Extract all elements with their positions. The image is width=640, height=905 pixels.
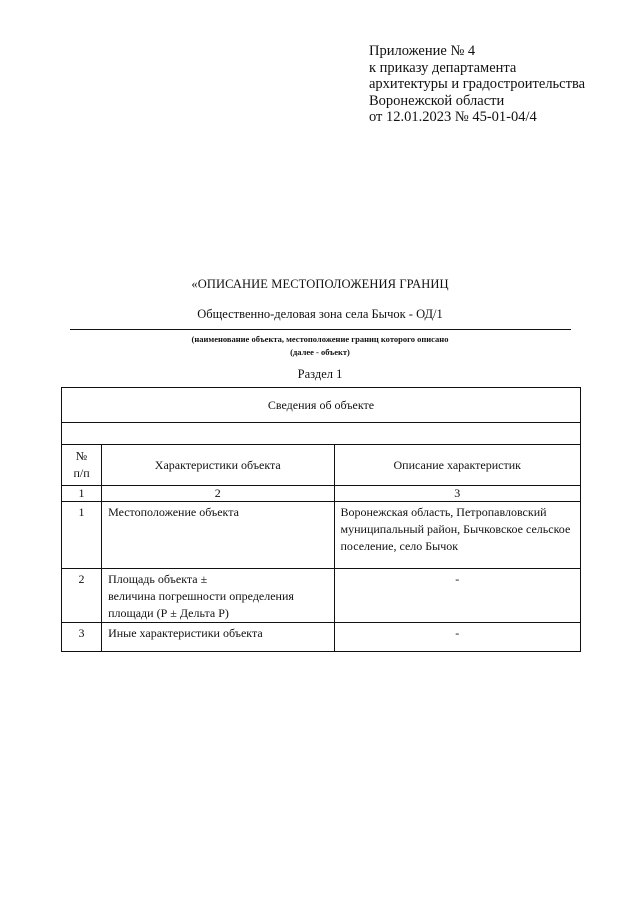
table-row: [62, 502, 581, 569]
column-number-row: [62, 486, 581, 502]
section-title: Раздел 1: [297, 367, 343, 381]
table-heading-row: [62, 388, 581, 423]
column-number: 2: [102, 486, 334, 502]
header-num-line1: №: [75, 449, 88, 463]
table-heading: Сведения об объекте: [62, 388, 581, 423]
row-description: -: [334, 623, 581, 652]
header-description: Описание характеристик: [334, 445, 581, 486]
header-num: [62, 445, 102, 486]
characteristic-line: величина погрешности определения: [108, 589, 294, 603]
row-characteristic: Иные характеристики объекта: [102, 623, 334, 652]
row-characteristic: Местоположение объекта: [102, 502, 334, 569]
table-spacer-cell: [62, 423, 581, 445]
object-name: Общественно-деловая зона села Бычок - ОД/1: [197, 307, 443, 321]
caption-line: (наименование объекта, местоположение границ которого описано: [191, 334, 449, 344]
appendix-line: от 12.01.2023 № 45-01-04/4: [369, 109, 537, 125]
appendix-header: [369, 43, 585, 126]
row-description: -: [334, 569, 581, 623]
header-num-line2: п/п: [73, 466, 90, 480]
characteristic-line: площади (Р ± Дельта Р): [108, 606, 229, 620]
characteristic-line: Площадь объекта ±: [108, 572, 208, 586]
appendix-line: к приказу департамента: [369, 59, 517, 76]
caption-line: (далее - объект): [290, 347, 350, 357]
row-num: 2: [62, 569, 102, 623]
row-num: 1: [62, 502, 102, 569]
document-title: «ОПИСАНИЕ МЕСТОПОЛОЖЕНИЯ ГРАНИЦ: [191, 277, 449, 291]
object-caption: [0, 333, 640, 359]
appendix-line: Воронежской области: [369, 92, 505, 109]
table-spacer-row: [62, 423, 581, 445]
table-row: [62, 623, 581, 652]
underline-divider: [70, 329, 571, 330]
column-number: 3: [334, 486, 581, 502]
appendix-line: архитектуры и градостроительства: [369, 76, 586, 92]
appendix-line: Приложение № 4: [369, 43, 476, 59]
row-characteristic: [102, 569, 334, 623]
header-characteristics: Характеристики объекта: [102, 445, 334, 486]
row-description: Воронежская область, Петропавловский муниципальный район, Бычковское сельское поселение, село Бычок: [334, 502, 581, 569]
object-info-table: [61, 387, 581, 652]
row-num: 3: [62, 623, 102, 652]
table-row: [62, 569, 581, 623]
column-number: 1: [62, 486, 102, 502]
table-header-row: [62, 445, 581, 486]
